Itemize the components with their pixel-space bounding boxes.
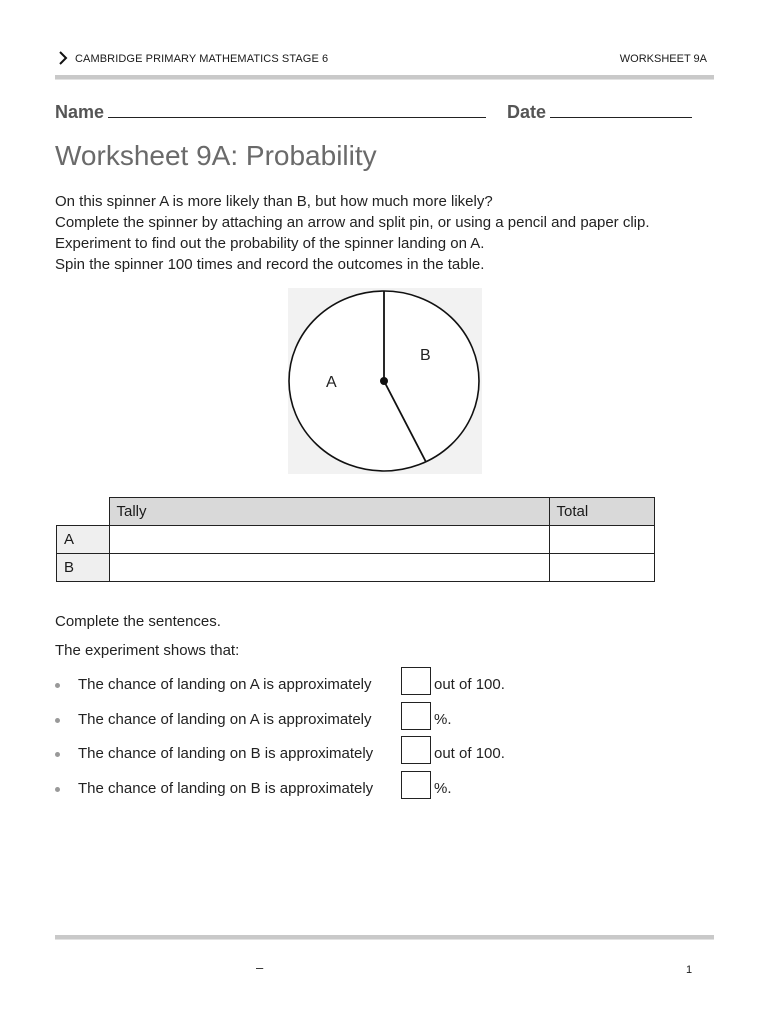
bullet-icon xyxy=(55,683,60,688)
sentence-text: The chance of landing on B is approximately xyxy=(78,745,374,762)
page-title: Worksheet 9A: Probability xyxy=(55,140,377,171)
footer-dash: – xyxy=(256,960,264,975)
footer-divider xyxy=(55,935,714,940)
total-cell-a[interactable] xyxy=(549,526,654,554)
bullet-icon xyxy=(55,787,60,792)
instruction-line: Experiment to find out the probability of the spinner landing on A. xyxy=(55,235,485,252)
header-divider xyxy=(55,75,714,80)
worksheet-id: WORKSHEET 9A xyxy=(619,53,707,65)
table-header-tally: Tally xyxy=(109,498,549,526)
sentence-suffix: %. xyxy=(434,780,452,797)
table-row xyxy=(57,554,655,582)
total-cell-b[interactable] xyxy=(549,554,654,582)
row-label-a: A xyxy=(57,526,110,554)
instruction-line: Spin the spinner 100 times and record the outcomes in the table. xyxy=(55,256,485,273)
sentence-text: The chance of landing on B is approximately xyxy=(78,780,374,797)
table-header-row xyxy=(57,498,655,526)
spinner-label-b: B xyxy=(420,347,431,364)
tally-cell-a[interactable] xyxy=(109,526,549,554)
course-title: CAMBRIDGE PRIMARY MATHEMATICS STAGE 6 xyxy=(75,53,329,65)
instruction-line: Complete the spinner by attaching an arrow and split pin, or using a pencil and paper clip. xyxy=(55,214,650,231)
bullet-icon xyxy=(55,752,60,757)
name-field xyxy=(55,102,486,123)
page-header xyxy=(55,50,707,70)
table-row xyxy=(57,526,655,554)
date-field xyxy=(507,102,692,123)
page-number: 1 xyxy=(686,964,693,976)
chevron-right-icon xyxy=(58,51,68,65)
row-label-b: B xyxy=(57,554,110,582)
answer-box[interactable] xyxy=(401,771,431,799)
sentences-intro: Complete the sentences. xyxy=(55,613,221,630)
spinner-diagram xyxy=(288,288,482,474)
sentence-suffix: out of 100. xyxy=(434,745,505,762)
sentence-suffix: %. xyxy=(434,711,452,728)
sentence-suffix: out of 100. xyxy=(434,676,505,693)
sentence-text: The chance of landing on A is approximately xyxy=(78,676,372,693)
answer-box[interactable] xyxy=(401,667,431,695)
bullet-icon xyxy=(55,718,60,723)
instruction-line: On this spinner A is more likely than B, but how much more likely? xyxy=(55,193,493,210)
experiment-intro: The experiment shows that: xyxy=(55,642,240,659)
spinner-label-a: A xyxy=(326,374,337,391)
sentence-text: The chance of landing on A is approximately xyxy=(78,711,372,728)
tally-table xyxy=(56,497,655,582)
table-header-total: Total xyxy=(549,498,654,526)
answer-box[interactable] xyxy=(401,702,431,730)
date-label: Date xyxy=(507,102,547,122)
answer-box[interactable] xyxy=(401,736,431,764)
name-line[interactable] xyxy=(108,103,486,118)
spinner-center-dot xyxy=(380,377,388,385)
name-label: Name xyxy=(55,102,105,122)
tally-cell-b[interactable] xyxy=(109,554,549,582)
date-line[interactable] xyxy=(550,103,692,118)
table-corner xyxy=(57,498,110,526)
